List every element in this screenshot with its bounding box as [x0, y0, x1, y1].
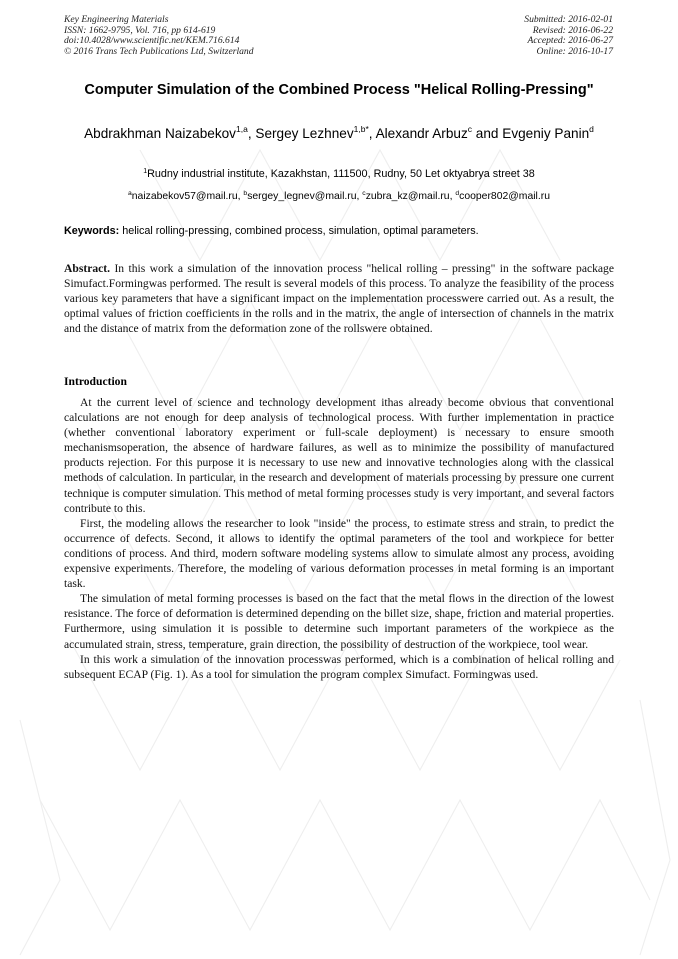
- author-emails: [64, 190, 614, 203]
- paragraph: In this work a simulation of the innovation processwas performed, which is a combination of helical rolling and subsequent ECAP (Fig. 1). As a tool for simulation the program complex Simufact. Formingwas used.: [64, 652, 614, 681]
- journal-header-right: [524, 15, 613, 57]
- copyright: © 2016 Trans Tech Publications Ltd, Switzerland: [64, 45, 254, 57]
- author-affiliation-mark: 1,a: [235, 124, 248, 134]
- submitted-date: Submitted: 2016-02-01: [524, 14, 613, 25]
- online-date: Online: 2016-10-17: [536, 45, 613, 57]
- paragraph: The simulation of metal forming processes is based on the fact that the metal flows in the direction of the lowest resistance. The force of deformation is determined depending on the billet size, shape, friction and material properties. Furthermore, using simulation it is possible to determine such important parameters of the workpiece as the accumulated strain, stress, temperature, grain direction, the possibility of destruction of the workpiece, tool wear.: [64, 592, 614, 651]
- abstract: [64, 261, 614, 336]
- paragraph: First, the modeling allows the researcher to look "inside" the process, to estimate stress and strain, to predict the occurrence of defects. Second, it allows to identify the optimal parameters of the tool and workpiece for better conditions of process. And third, modern software modeling systems allow to simulate almost any process, avoiding expensive experiments. Therefore, the modeling of various deformation processes in metal forming is an important task.: [64, 516, 614, 591]
- accepted-date: Accepted: 2016-06-27: [527, 35, 613, 47]
- doi: doi:10.4028/www.scientific.net/KEM.716.614: [64, 35, 240, 47]
- author-separator: ,: [247, 126, 256, 141]
- author-affiliation-mark: c: [467, 124, 473, 134]
- affiliation: [64, 168, 614, 181]
- email-address: sergey_legnev@mail.ru,: [247, 191, 363, 202]
- journal-header-left: [64, 15, 254, 57]
- email-mark: c: [362, 190, 366, 197]
- author-separator: and: [472, 126, 503, 141]
- email-address: zubra_kz@mail.ru,: [365, 191, 456, 202]
- abstract-text: In this work a simulation of the innovation process "helical rolling – pressing" in the software package Simufact.Formingwas performed. The result is several models of this process. To analyze the feasibility of the process various key parameters that have a significant impact on the implementation processwere carried out. As a result, the optimal values of friction coefficients in the rolls and in the matrix, the angle of intersection of channels in the matrix and the distance of matrix from the deformation zone of the rollswere obtained.: [64, 262, 614, 336]
- email-mark: a: [128, 190, 132, 197]
- author-affiliation-mark: 1,b*: [353, 124, 369, 134]
- author-separator: ,: [368, 126, 376, 141]
- author-name: Evgeniy Panin: [502, 126, 590, 141]
- keywords-label: Keywords:: [64, 225, 120, 237]
- author-name: Abdrakhman Naizabekov: [84, 126, 236, 141]
- paper-title: Computer Simulation of the Combined Process "Helical Rolling-Pressing": [84, 82, 594, 98]
- author-name: Sergey Lezhnev: [255, 126, 354, 141]
- affiliation-text: Rudny industrial institute, Kazakhstan, 111500, Rudny, 50 Let oktyabrya street 38: [147, 168, 535, 180]
- revised-date: Revised: 2016-06-22: [532, 24, 613, 36]
- keywords: [64, 225, 614, 238]
- email-mark: d: [455, 190, 460, 197]
- author-name: Alexandr Arbuz: [375, 126, 468, 141]
- abstract-label: Abstract.: [64, 262, 111, 275]
- affiliation-mark: 1: [143, 168, 148, 175]
- email-mark: b: [243, 190, 248, 197]
- paragraph: At the current level of science and technology development ithas already become obvious that conventional calculations are not enough for deep analysis of technological process. With further implementation in practice (whether conventional laboratory experiment or full-scale deployment) is necessary to ensure smooth mechanismsoperation, the absence of hardware failures, as well as to minimize the possibility of manufactured products rejection. For this purpose it is necessary to use new and innovative technologies along with the classical methods of calculation. In particular, in the research and development of materials processing by pressure one current technique is computer simulation. This method of metal forming processes study is very important, and several factors contribute to this.: [64, 396, 614, 515]
- email-address: naizabekov57@mail.ru,: [131, 191, 244, 202]
- author-affiliation-mark: d: [589, 124, 594, 134]
- keywords-text: helical rolling-pressing, combined process, simulation, optimal parameters.: [119, 225, 479, 237]
- journal-name: Key Engineering Materials: [64, 14, 169, 25]
- author-list: [64, 125, 614, 143]
- email-address: cooper802@mail.ru: [459, 191, 550, 202]
- introduction-body: [64, 395, 614, 682]
- section-heading-introduction: Introduction: [64, 375, 127, 388]
- issn-volume: ISSN: 1662-9795, Vol. 716, pp 614-619: [64, 24, 216, 36]
